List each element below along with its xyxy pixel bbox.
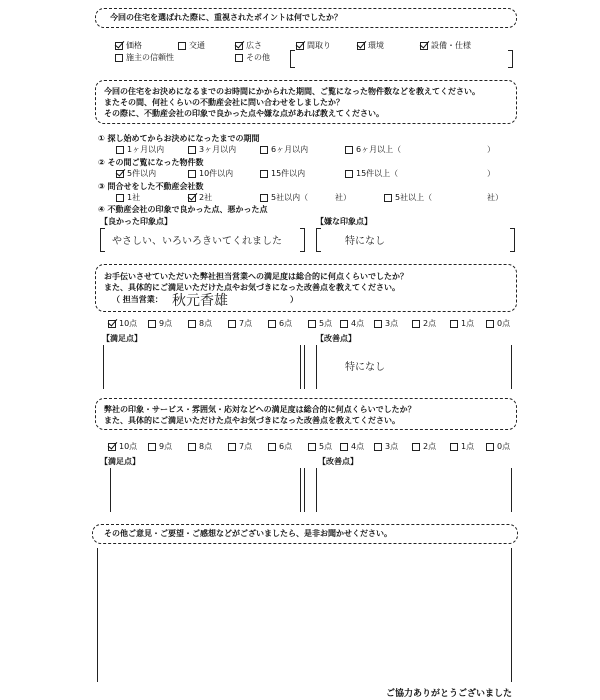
staff-score-3[interactable] [228, 318, 252, 329]
priority-option-label: 交通 [189, 41, 205, 50]
checkbox-icon[interactable] [188, 170, 196, 178]
checkbox-icon[interactable] [116, 146, 124, 154]
checkbox-icon[interactable] [357, 42, 365, 50]
checkbox-icon[interactable] [340, 320, 348, 328]
staff-intro-2: また、具体的にご満足いただけた点やお気づきになった改善点を教えてください。 [104, 283, 400, 292]
company-score-5[interactable] [308, 441, 332, 452]
priority-option-5[interactable] [420, 40, 471, 51]
checkbox-icon[interactable] [340, 443, 348, 451]
comments-line-left [97, 548, 98, 682]
checkbox-icon[interactable] [188, 194, 196, 202]
priority-option-label: 設備・仕様 [431, 41, 471, 50]
company-score-label: 0点 [497, 442, 511, 451]
checkbox-icon[interactable] [308, 443, 316, 451]
company-score-1[interactable] [148, 441, 172, 452]
staff-score-label: 5点 [319, 319, 333, 328]
priority-option-label: 広さ [246, 41, 262, 50]
staff-score-label: 3点 [385, 319, 399, 328]
priority-option-4[interactable] [357, 40, 384, 51]
company-score-10[interactable] [486, 441, 510, 452]
company-score-2[interactable] [188, 441, 212, 452]
agencies-option-label: 5社以内（ [271, 193, 309, 202]
staff-score-6[interactable] [340, 318, 364, 329]
period-option-3[interactable] [345, 144, 401, 155]
good-bracket-right [300, 228, 305, 252]
staff-score-label: 6点 [279, 319, 293, 328]
company-score-6[interactable] [340, 441, 364, 452]
staff-score-label: 2点 [423, 319, 437, 328]
priority-option-label: その他 [246, 53, 270, 62]
checkbox-icon[interactable] [228, 443, 236, 451]
checkbox-icon[interactable] [108, 443, 116, 451]
company-score-label: 9点 [159, 442, 173, 451]
good-impression-label: 【良かった印象点】 [100, 217, 172, 226]
staff-name: 秋元香雄 [172, 293, 228, 309]
company-score-label: 5点 [319, 442, 333, 451]
bad-impression-label: 【嫌な印象点】 [316, 217, 372, 226]
period-option-0[interactable] [116, 144, 164, 155]
checkbox-icon[interactable] [188, 443, 196, 451]
period-option-2[interactable] [260, 144, 308, 155]
staff-satisfied-label: 【満足点】 [102, 334, 142, 343]
period-option-1[interactable] [188, 144, 236, 155]
company-score-7[interactable] [374, 441, 398, 452]
staff-score-label: 7点 [239, 319, 253, 328]
agencies-option-label: 5社以上（ [395, 193, 433, 202]
good-impression-answer: やさしい、いろいろきいてくれました [112, 236, 282, 247]
viewings-option-2[interactable] [260, 168, 305, 179]
period-option-label: 6ヶ月以内 [271, 145, 309, 154]
checkbox-icon[interactable] [178, 42, 186, 50]
staff-improve-label: 【改善点】 [316, 334, 356, 343]
viewings-option-label: 5件以内 [127, 169, 157, 178]
priority-other-bracket-right [508, 50, 513, 68]
period-option-label: 6ヶ月以上（ [356, 145, 402, 154]
q3-label: ③ 問合せをした不動産会社数 [98, 182, 204, 191]
priority-option-label: 価格 [126, 41, 142, 50]
checkbox-icon[interactable] [450, 320, 458, 328]
q1-close: ） [487, 145, 495, 154]
viewings-option-label: 15件以内 [271, 169, 306, 178]
company-score-label: 6点 [279, 442, 293, 451]
staff-score-7[interactable] [374, 318, 398, 329]
company-score-label: 4点 [351, 442, 365, 451]
agencies-option-1[interactable] [188, 192, 212, 203]
company-score-8[interactable] [412, 441, 436, 452]
checkbox-icon[interactable] [374, 320, 382, 328]
priority-option-1[interactable] [178, 40, 205, 51]
staff-improve-answer: 特になし [345, 362, 385, 373]
q2-label: ② その間ご覧になった物件数 [98, 158, 204, 167]
viewings-option-3[interactable] [345, 168, 398, 179]
viewings-option-label: 15件以上（ [356, 169, 399, 178]
q4-label: ④ 不動産会社の印象で良かった点、悪かった点 [98, 205, 268, 214]
period-option-label: 3ヶ月以内 [199, 145, 237, 154]
checkbox-icon[interactable] [235, 54, 243, 62]
period-intro-2: またその間、何社くらいの不動産会社に問い合わせをしましたか？ [104, 98, 344, 107]
checkbox-icon[interactable] [260, 170, 268, 178]
checkbox-icon[interactable] [188, 146, 196, 154]
priority-option-3[interactable] [296, 40, 331, 51]
company-satisfied-line-right-1 [300, 468, 301, 512]
checkbox-icon[interactable] [260, 146, 268, 154]
viewings-option-label: 10件以内 [199, 169, 234, 178]
company-score-0[interactable] [108, 441, 137, 452]
checkbox-icon[interactable] [268, 320, 276, 328]
checkbox-icon[interactable] [384, 194, 392, 202]
period-intro-1: 今回の住宅をお決めになるまでのお時間にかかられた期間、ご覧になった物件数などを教えてください。 [104, 87, 480, 96]
company-score-label: 10点 [119, 442, 138, 451]
staff-score-5[interactable] [308, 318, 332, 329]
checkbox-icon[interactable] [412, 443, 420, 451]
staff-score-9[interactable] [450, 318, 474, 329]
checkbox-icon[interactable] [228, 320, 236, 328]
viewings-option-0[interactable] [116, 168, 156, 179]
company-intro-2: また、具体的にご満足いただけた点やお気づきになった改善点を教えてください。 [104, 416, 400, 425]
priority-option-label: 施主の信頼性 [126, 53, 174, 62]
staff-score-10[interactable] [486, 318, 510, 329]
company-score-label: 3点 [385, 442, 399, 451]
company-score-label: 7点 [239, 442, 253, 451]
checkbox-icon[interactable] [188, 320, 196, 328]
checkbox-icon[interactable] [486, 320, 494, 328]
company-improve-line-right [511, 468, 512, 512]
checkbox-icon[interactable] [374, 443, 382, 451]
company-improve-line-left [316, 468, 317, 512]
checkbox-icon[interactable] [450, 443, 458, 451]
checkbox-icon[interactable] [115, 42, 123, 50]
agencies-option-3[interactable] [384, 192, 432, 203]
checkbox-icon[interactable] [115, 54, 123, 62]
priority-option-label: 環境 [368, 41, 384, 50]
period-option-label: 1ヶ月以内 [127, 145, 165, 154]
staff-score-label: 10点 [119, 319, 138, 328]
checkbox-icon[interactable] [116, 170, 124, 178]
staff-label: （ 担当営業： [112, 295, 163, 304]
staff-score-1[interactable] [148, 318, 172, 329]
staff-satisfied-line-right-2 [304, 345, 305, 389]
staff-improve-line-right [511, 345, 512, 389]
comments-line-right [511, 548, 512, 682]
bad-bracket-left [316, 228, 321, 252]
company-score-label: 8点 [199, 442, 213, 451]
staff-score-0[interactable] [108, 318, 137, 329]
staff-score-label: 0点 [497, 319, 511, 328]
priority-option-6[interactable] [115, 52, 174, 63]
checkbox-icon[interactable] [108, 320, 116, 328]
company-improve-label: 【改善点】 [318, 457, 358, 466]
agencies-option-label: 2社 [199, 193, 213, 202]
q3-unit-2: 社） [487, 193, 503, 202]
staff-intro-1: お手伝いさせていただいた弊社担当営業への満足度は総合的に何点くらいでしたか？ [104, 272, 408, 281]
comments-question: その他ご意見・ご要望・ご感想などがございましたら、是非お聞かせください。 [104, 529, 392, 538]
checkbox-icon[interactable] [486, 443, 494, 451]
checkbox-icon[interactable] [308, 320, 316, 328]
staff-score-2[interactable] [188, 318, 212, 329]
q1-label: ① 探し始めてからお決めになったまでの期間 [98, 134, 260, 143]
bad-impression-answer: 特になし [345, 236, 385, 247]
q2-close: ） [487, 169, 495, 178]
checkbox-icon[interactable] [296, 42, 304, 50]
viewings-option-1[interactable] [188, 168, 233, 179]
priority-option-2[interactable] [235, 40, 262, 51]
period-intro-3: その際に、不動産会社の印象で良かった点や嫌な点があれば教えてください。 [104, 109, 384, 118]
bad-bracket-right [510, 228, 515, 252]
company-score-3[interactable] [228, 441, 252, 452]
company-satisfied-line-left [110, 468, 111, 512]
checkbox-icon[interactable] [260, 194, 268, 202]
checkbox-icon[interactable] [116, 194, 124, 202]
checkbox-icon[interactable] [345, 170, 353, 178]
company-score-4[interactable] [268, 441, 292, 452]
agencies-option-2[interactable] [260, 192, 308, 203]
priority-option-7[interactable] [235, 52, 270, 63]
priority-question: 今回の住宅を選ばれた際に、重視されたポイントは何でしたか？ [110, 13, 342, 22]
staff-satisfied-line-right-1 [300, 345, 301, 389]
company-satisfied-label: 【満足点】 [100, 457, 140, 466]
company-score-9[interactable] [450, 441, 474, 452]
footer-thanks: ご協力ありがとうございました [386, 689, 513, 699]
staff-satisfied-line-left [103, 345, 104, 389]
priority-option-label: 間取り [307, 41, 331, 50]
checkbox-icon[interactable] [412, 320, 420, 328]
checkbox-icon[interactable] [420, 42, 428, 50]
staff-score-label: 4点 [351, 319, 365, 328]
q3-unit-1: 社） [335, 193, 351, 202]
company-intro-1: 弊社の印象・サービス・雰囲気・応対などへの満足度は総合的に何点くらいでしたか？ [104, 405, 416, 414]
company-satisfied-line-right-2 [304, 468, 305, 512]
checkbox-icon[interactable] [148, 320, 156, 328]
company-score-label: 2点 [423, 442, 437, 451]
priority-other-bracket-left [290, 50, 295, 68]
agencies-option-0[interactable] [116, 192, 140, 203]
staff-score-label: 8点 [199, 319, 213, 328]
priority-option-0[interactable] [115, 40, 142, 51]
good-bracket-left [100, 228, 105, 252]
checkbox-icon[interactable] [148, 443, 156, 451]
checkbox-icon[interactable] [345, 146, 353, 154]
staff-close: ） [290, 295, 298, 304]
staff-score-4[interactable] [268, 318, 292, 329]
staff-improve-line-left [316, 345, 317, 389]
checkbox-icon[interactable] [268, 443, 276, 451]
staff-score-label: 9点 [159, 319, 173, 328]
company-score-label: 1点 [461, 442, 475, 451]
agencies-option-label: 1社 [127, 193, 141, 202]
checkbox-icon[interactable] [235, 42, 243, 50]
staff-score-8[interactable] [412, 318, 436, 329]
staff-score-label: 1点 [461, 319, 475, 328]
